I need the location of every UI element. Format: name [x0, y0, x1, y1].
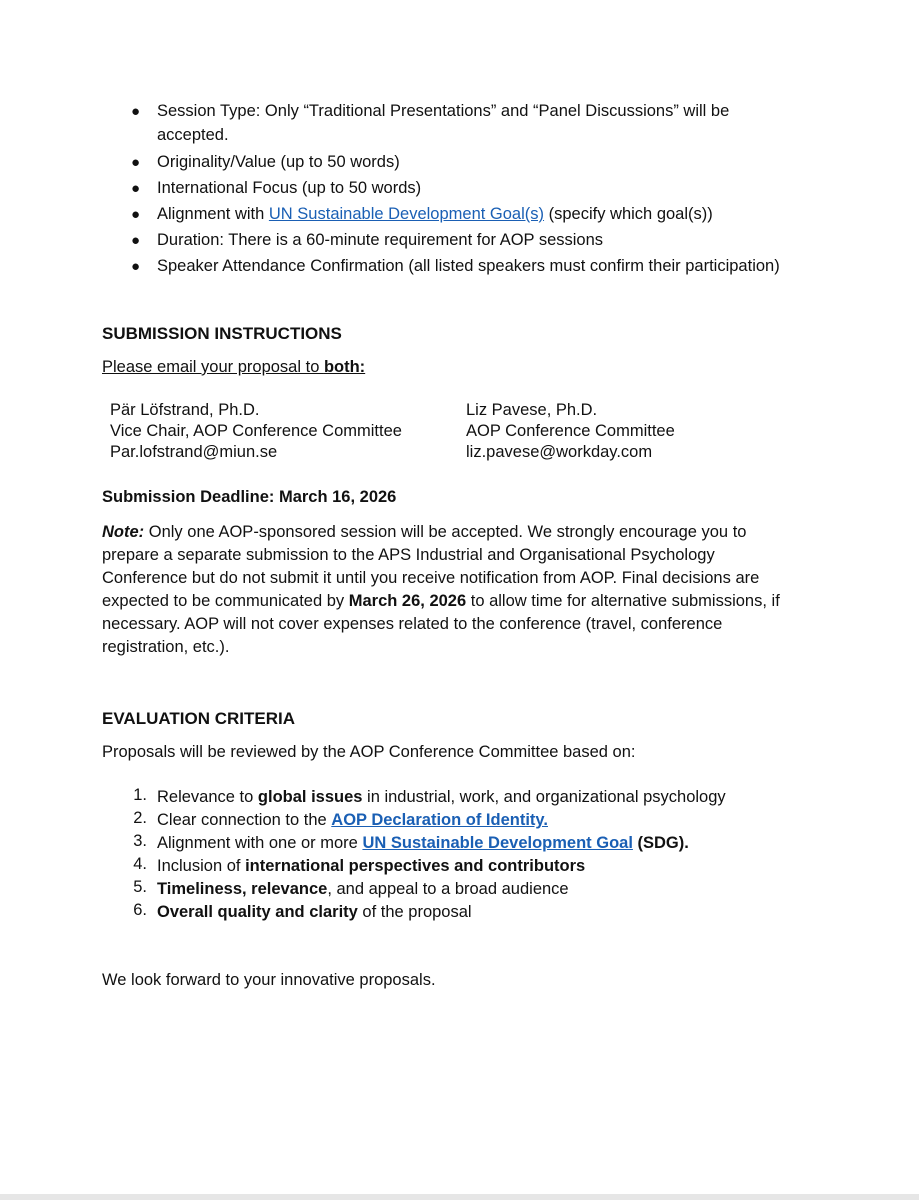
- contact-name: Pär Löfstrand, Ph.D.: [110, 401, 260, 419]
- contact-email[interactable]: Par.lofstrand@miun.se: [110, 443, 278, 461]
- bullet-icon: ●: [131, 232, 141, 249]
- email-prompt: Please email your proposal to both:: [102, 358, 366, 376]
- evaluation-intro: Proposals will be reviewed by the AOP Conference Committee based on:: [102, 743, 636, 761]
- contact-card-pavese: [466, 400, 675, 463]
- contact-email[interactable]: liz.pavese@workday.com: [466, 443, 653, 461]
- contact-role: AOP Conference Committee: [466, 422, 675, 440]
- submission-deadline: Submission Deadline: March 16, 2026: [102, 488, 397, 506]
- bullet-icon: ●: [131, 180, 141, 197]
- declaration-link[interactable]: AOP Declaration of Identity.: [331, 811, 548, 829]
- contact-name: Liz Pavese, Ph.D.: [466, 401, 598, 419]
- bullet-icon: ●: [131, 206, 141, 223]
- contact-role: Vice Chair, AOP Conference Committee: [110, 422, 402, 440]
- bullet-icon: ●: [131, 258, 141, 275]
- contact-card-lofstrand: [110, 400, 402, 463]
- closing-line: We look forward to your innovative proposals.: [102, 971, 436, 989]
- evaluation-heading: EVALUATION CRITERIA: [102, 709, 295, 728]
- sdg-link[interactable]: UN Sustainable Development Goal(s): [268, 205, 545, 223]
- bullet-icon: ●: [131, 103, 141, 120]
- bullet-icon: ●: [131, 154, 141, 171]
- note-label: Note:: [102, 523, 145, 541]
- sdg-link[interactable]: UN Sustainable Development Goal: [362, 834, 633, 852]
- document-page: ● Session Type: Only “Traditional Presentations” and “Panel Discussions” will be accepted. ● Originality/Value (up to 50 words) ● International Focus (up to 50 words) ● Alignment with UN Sustainable Development Goal(s) (specify which goal(s)) ● Duration: There is a 60-minute requirement for AOP sessions ● Speaker Attendance Confirmation (all listed speakers must confirm their participation) SUBMISSION INSTRUCTIONS Please email your proposal to both: Pär Löfstrand, Ph.D. Vice Chair, AOP Conference Committee Par.lofstrand@miun.se Liz Pavese, Ph.D. AOP Conference Committee liz.pavese@workday.com Submission Deadline: March 16, 2026 Note: Only one AOP-sponsored session will be accepted. We strongly encourage you to prepare a separate submission to the APS Industrial and Organisational Psychology Conference but do not submit it until you receive notification from AOP. Final decisions are expected to be communicated by March 26, 2026 to allow time for alternative submissions, if necessary. AOP will not cover expenses related to the conference (travel, conference registration, etc.). EVALUATION CRITERIA Proposals will be reviewed by the AOP Conference Committee based on: 1. Relevance to global issues in industrial, work, and organizational psychology 2. Clear connection to the AOP Declaration of Identity. 3. Alignment with one or more UN Sustainable Development Goal (SDG). 4. Inclusion of international perspectives and contributors 5. Timeliness, relevance, and appeal to a broad audience 6. Overall quality and clarity of the proposal We look forward to your innovative proposals.: [0, 0, 919, 1200]
- page-bottom-edge: [0, 1194, 919, 1200]
- submission-heading: SUBMISSION INSTRUCTIONS: [102, 324, 342, 343]
